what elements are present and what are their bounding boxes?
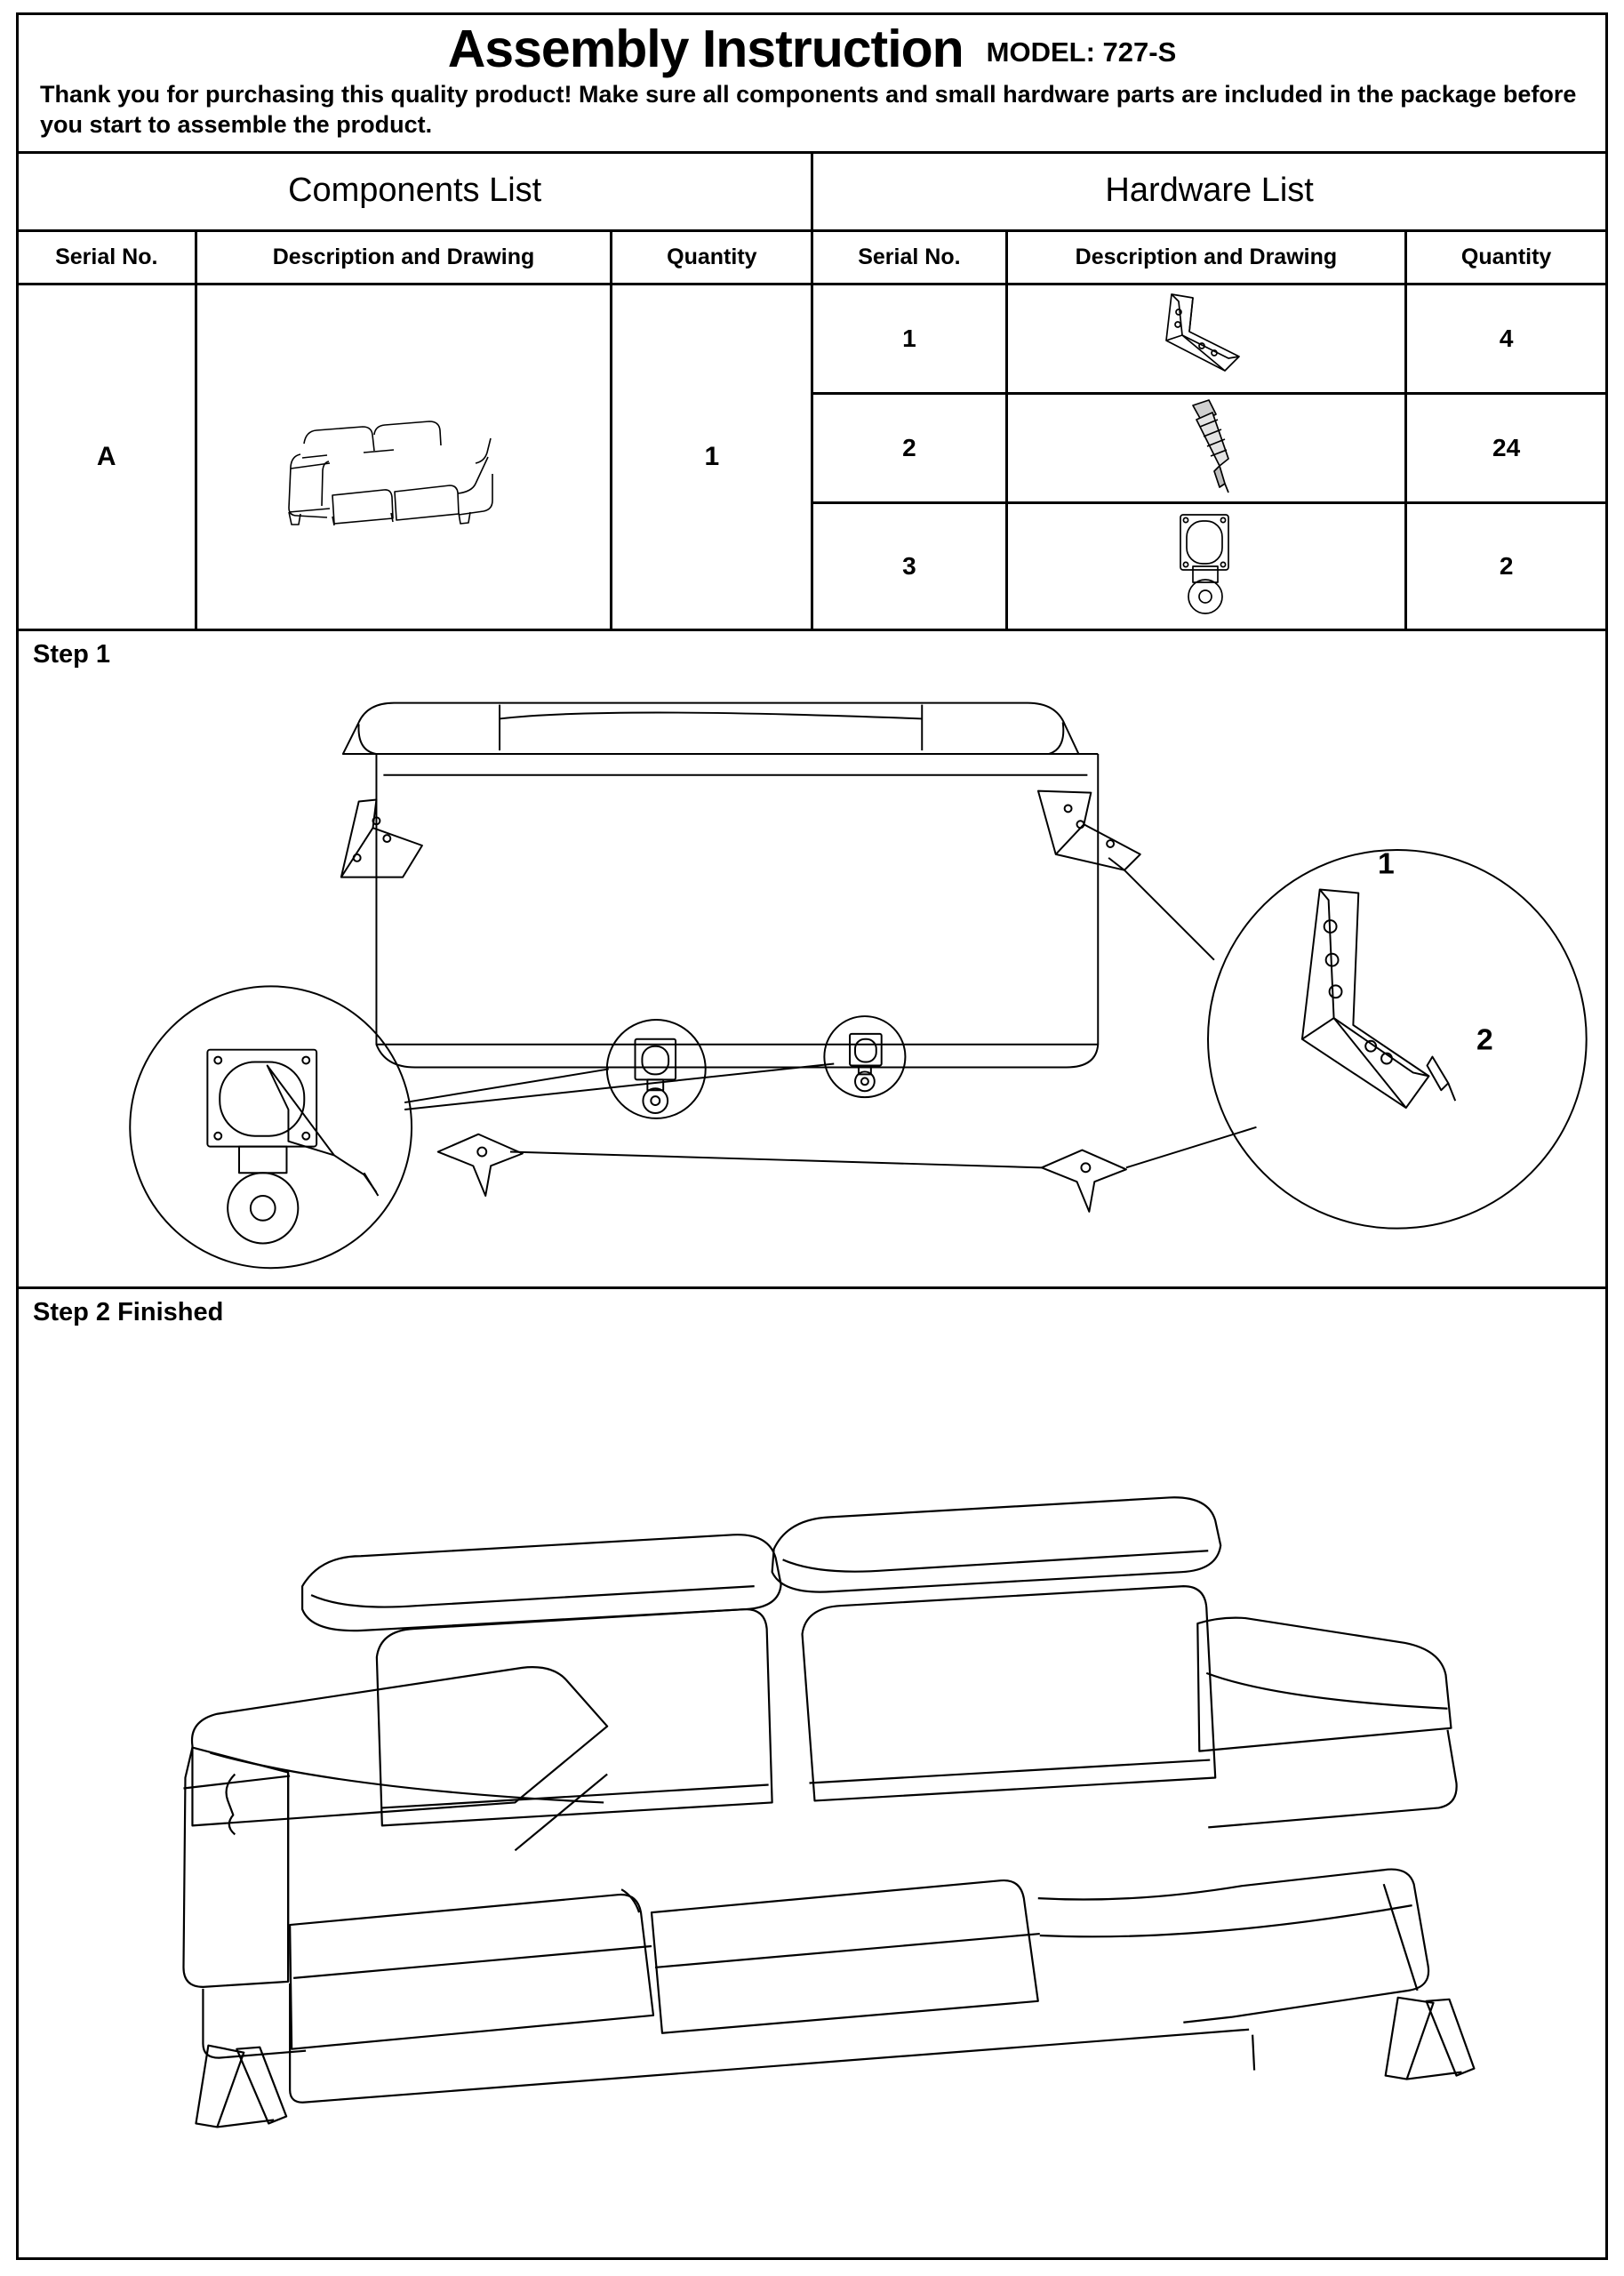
- intro-text: Thank you for purchasing this quality product! Make sure all components and small hardware parts are included in the package before you start to assemble the product.: [40, 80, 1577, 139]
- hardware-list: [813, 154, 1605, 629]
- header: [19, 15, 1605, 154]
- callout-2: 2: [1476, 1023, 1493, 1057]
- step-1-label: Step 1: [33, 640, 111, 669]
- hardware-body: [813, 285, 1605, 629]
- components-body: [19, 285, 811, 629]
- callout-1: 1: [1378, 847, 1395, 881]
- table-row: [813, 395, 1605, 504]
- components-col-serial: Serial No.: [19, 232, 197, 283]
- hardware-serial-2: 2: [813, 395, 1007, 501]
- components-list-title: Components List: [19, 154, 811, 232]
- step-2-section: [19, 1289, 1605, 2257]
- components-col-description: Description and Drawing: [197, 232, 613, 283]
- table-row-quantity-a: 1: [704, 442, 720, 472]
- hardware-list-title: Hardware List: [813, 154, 1605, 232]
- screw-icon: [1008, 395, 1408, 501]
- components-col-quantity: Quantity: [667, 244, 757, 270]
- metal-bracket-icon: [1008, 285, 1408, 392]
- table-row: [813, 504, 1605, 629]
- components-header-row: [19, 232, 811, 285]
- step-2-label: Step 2 Finished: [33, 1298, 224, 1327]
- step-2-diagram: [19, 1327, 1605, 2256]
- hardware-serial-3: 3: [813, 504, 1007, 629]
- step-1-diagram: [19, 669, 1605, 1286]
- title-row: [38, 22, 1586, 77]
- model-number: MODEL: 727-S: [986, 36, 1177, 68]
- hardware-quantity-3: 2: [1499, 552, 1514, 581]
- components-list: [19, 154, 813, 629]
- hardware-col-serial: Serial No.: [813, 232, 1007, 283]
- hardware-quantity-1: 4: [1499, 325, 1514, 353]
- page-title: Assembly Instruction: [447, 20, 964, 78]
- lists-section: [19, 154, 1605, 631]
- hardware-col-quantity: Quantity: [1460, 244, 1552, 270]
- table-row-serial-a: A: [19, 285, 197, 629]
- hardware-serial-1: 1: [813, 285, 1007, 392]
- hardware-header-row: [813, 232, 1605, 285]
- document-frame: [16, 12, 1608, 2260]
- sofa-icon: [197, 285, 613, 629]
- hardware-quantity-2: 24: [1492, 434, 1521, 462]
- latch-hook-icon: [1008, 504, 1408, 629]
- hardware-col-description: Description and Drawing: [1008, 232, 1408, 283]
- table-row: [813, 285, 1605, 395]
- step-1-section: [19, 631, 1605, 1289]
